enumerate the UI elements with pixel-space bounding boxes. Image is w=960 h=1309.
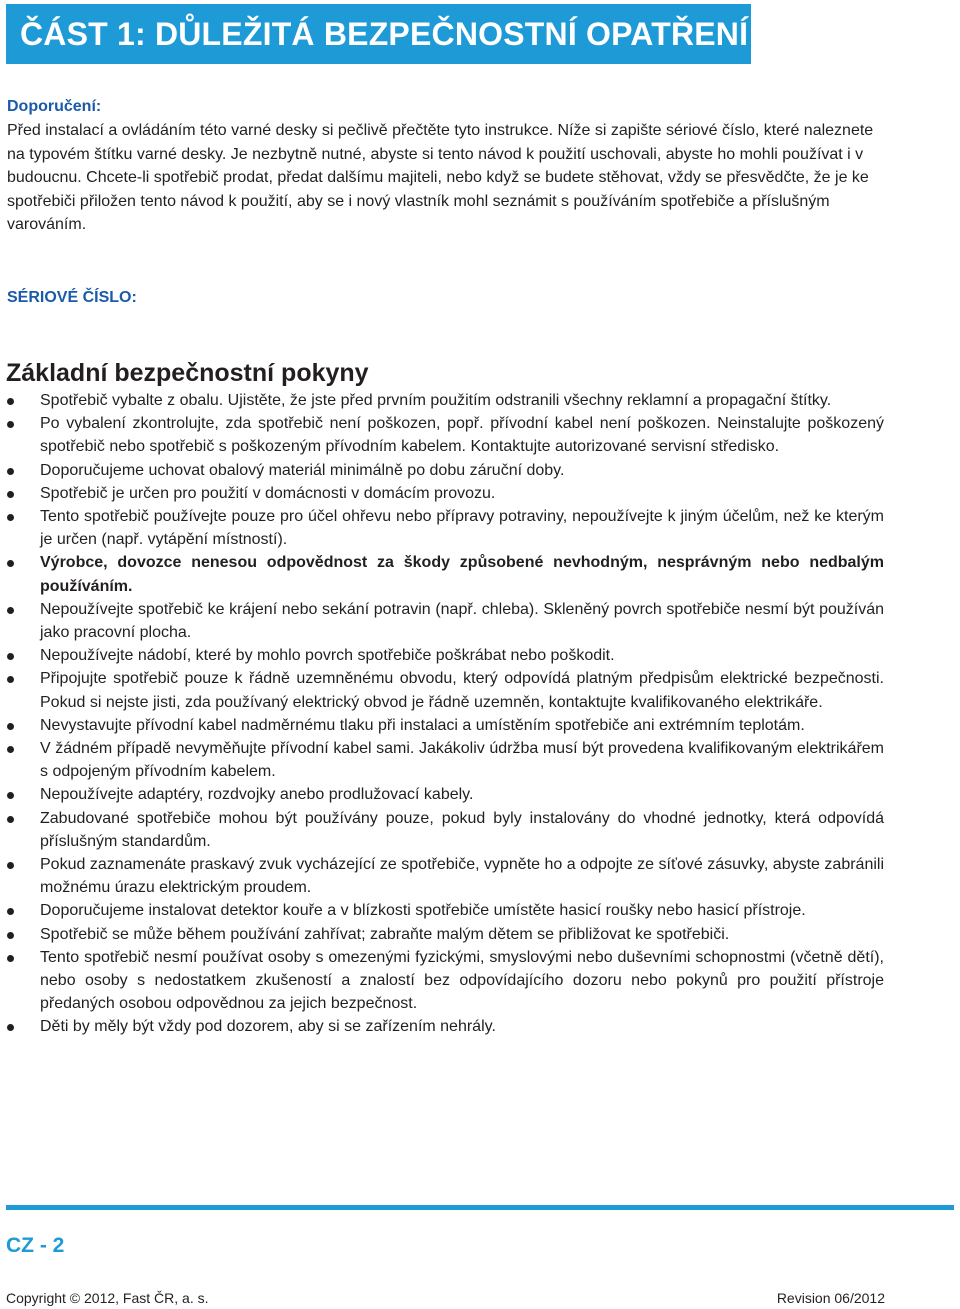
bullet-icon: [7, 746, 14, 753]
section-header-banner: [6, 4, 751, 64]
bullet-icon: [7, 816, 14, 823]
list-item-text: Spotřebič vybalte z obalu. Ujistěte, že jste před prvním použitím odstranili všechny reklamní a propagační štítky.: [40, 392, 832, 409]
safety-list: [0, 389, 884, 1039]
serial-number-label: SÉRIOVÉ ČÍSLO:: [7, 289, 137, 306]
bullet-icon: [7, 398, 14, 405]
bullet-icon: [7, 862, 14, 869]
bullet-icon: [7, 421, 14, 428]
list-item: [0, 551, 884, 597]
list-item: [0, 807, 884, 853]
list-item: [0, 389, 884, 412]
list-item: [0, 946, 884, 1016]
list-item-text: Zabudované spotřebiče mohou být používány pouze, pokud byly instalovány do vhodné jednotky, která odpovídá příslušným standardům.: [40, 809, 884, 850]
list-item: [0, 714, 884, 737]
list-item: [0, 459, 884, 482]
list-item: [0, 899, 884, 922]
list-item: [0, 412, 884, 458]
bullet-icon: [7, 607, 14, 614]
list-item: [0, 923, 884, 946]
list-item: [0, 598, 884, 644]
list-item: [0, 853, 884, 899]
list-item-text: Tento spotřebič používejte pouze pro účel ohřevu nebo přípravy potraviny, nepoužívejte k jiným účelům, než ke kterým je určen (např. vytápění místností).: [40, 508, 884, 549]
copyright-text: Copyright © 2012, Fast ČR, a. s.: [6, 1290, 209, 1306]
list-item-text: Nepoužívejte adaptéry, rozdvojky anebo prodlužovací kabely.: [40, 786, 474, 804]
bullet-icon: [7, 468, 14, 475]
list-item: [0, 783, 884, 806]
list-item-text: Připojujte spotřebič pouze k řádně uzemněnému obvodu, který odpovídá platným předpisům elektrické bezpečnosti. Pokud si nejste jisti, zda používaný elektrický obvod je řádně uzemněn, kontaktujte kvalifikovaného elektrikáře.: [40, 670, 884, 711]
bullet-icon: [7, 560, 14, 567]
list-item-text: Pokud zaznamenáte praskavý zvuk vycházející ze spotřebiče, vypněte ho a odpojte ze síťové zásuvky, abyste zabránili možnému úrazu elektrickým proudem.: [40, 856, 884, 897]
list-item-text: Spotřebič se může během používání zahřívat; zabraňte malým dětem se přibližovat ke spotřebiči.: [40, 925, 730, 943]
bullet-icon: [7, 1024, 14, 1031]
list-item-text: Doporučujeme uchovat obalový materiál minimálně po dobu záruční doby.: [40, 461, 565, 479]
list-item: [0, 505, 884, 551]
list-item: [0, 737, 884, 783]
list-item-text: Spotřebič je určen pro použití v domácnosti v domácím provozu.: [40, 484, 496, 502]
list-item-text: Děti by měly být vždy pod dozorem, aby si se zařízením nehrály.: [40, 1018, 496, 1036]
list-item-text: Doporučujeme instalovat detektor kouře a v blízkosti spotřebiče umístěte hasicí roušky nebo hasicí přístroje.: [40, 902, 806, 920]
bullet-icon: [7, 955, 14, 962]
list-item: [0, 667, 884, 713]
footer-divider: [6, 1205, 954, 1210]
bullet-icon: [7, 491, 14, 498]
bullet-icon: [7, 653, 14, 660]
recommendation-label: Doporučení:: [7, 98, 102, 115]
list-item-text: Nepoužívejte nádobí, které by mohlo povrch spotřebiče poškrábat nebo poškodit.: [40, 647, 615, 665]
list-item-text: V žádném případě nevyměňujte přívodní kabel sami. Jakákoliv údržba musí být provedena kvalifikovaným elektrikářem s odpojeným přívodním kabelem.: [40, 740, 884, 781]
bullet-icon: [7, 676, 14, 683]
list-item: [0, 1015, 884, 1038]
bullet-icon: [7, 723, 14, 730]
list-item-text: Nevystavujte přívodní kabel nadměrnému tlaku při instalaci a umístěním spotřebiče ani extrémním teplotám.: [40, 716, 805, 734]
list-item-text: Nepoužívejte spotřebič ke krájení nebo sekání potravin (např. chleba). Skleněný povrch spotřebiče nesmí být používán jako pracovní plocha.: [40, 600, 884, 642]
safety-heading: Základní bezpečnostní pokyny: [6, 359, 369, 387]
list-item-text: Výrobce, dovozce nenesou odpovědnost za škody způsobené nevhodným, nesprávným nebo nedbalým používáním.: [40, 554, 884, 595]
list-item-text: Tento spotřebič nesmí používat osoby s omezenými fyzickými, smyslovými nebo duševními schopnostmi (včetně dětí), nebo osoby s nedostatkem zkušeností a znalostí bez odpovídajícího dozoru nebo pokynů pro použití přístroje předaných osobou odpovědnou za jejich bezpečnost.: [40, 948, 884, 1013]
list-item-text: Po vybalení zkontrolujte, zda spotřebič není poškozen, popř. přívodní kabel není poškozen. Neinstalujte poškozený spotřebič nebo spotřebič s poškozeným přívodním kabelem. Kontaktujte autorizované servisní středisko.: [40, 415, 884, 456]
bullet-icon: [7, 514, 14, 521]
revision-text: Revision 06/2012: [776, 1290, 885, 1306]
bullet-icon: [7, 792, 14, 799]
page-number: CZ - 2: [6, 1234, 65, 1257]
section-title: ČÁST 1: DŮLEŽITÁ BEZPEČNOSTNÍ OPATŘENÍ: [20, 15, 749, 52]
list-item: [0, 644, 884, 667]
bullet-icon: [7, 908, 14, 915]
bullet-icon: [7, 932, 14, 939]
list-item: [0, 482, 884, 505]
recommendation-block: [7, 98, 887, 237]
recommendation-text: Před instalací a ovládáním této varné desky si pečlivě přečtěte tyto instrukce. Níže si zapište sériové číslo, které naleznete na typovém štítku varné desky. Je nezbytně nutné, abyste si tento návod k použití uschovali, abyste ho mohli používat i v budoucnu. Chcete-li spotřebič prodat, předat dalšímu majiteli, nebo když se budete stěhovat, vždy se přesvědčte, že je ke spotřebiči přiložen tento návod k použití, aby se i nový vlastník mohl seznámit s používáním spotřebiče a příslušným varováním.: [7, 122, 874, 233]
